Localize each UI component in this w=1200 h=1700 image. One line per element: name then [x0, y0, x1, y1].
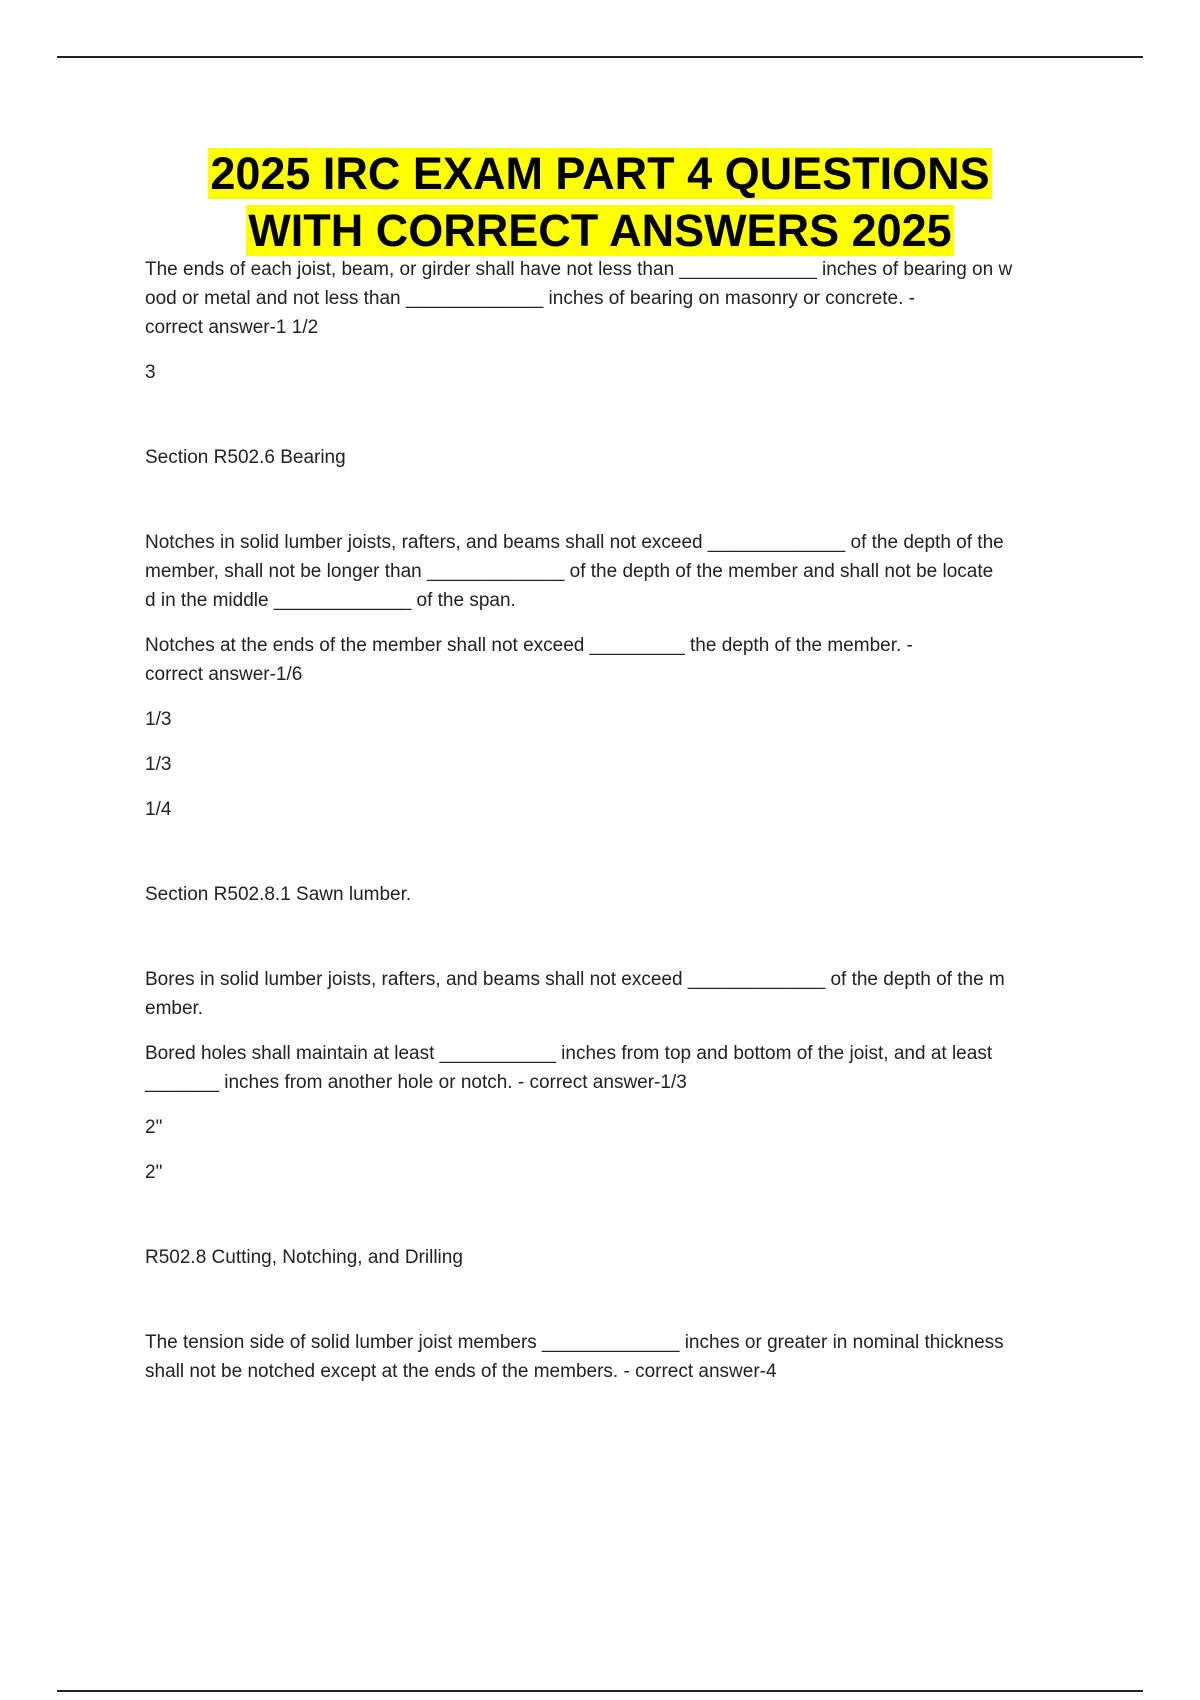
q2-line-2: member, shall not be longer than _____________ of the depth of the member and shall not be locate — [145, 561, 994, 582]
q4-line-1: The tension side of solid lumber joist members _____________ inches or greater in nominal thickness — [145, 1332, 1004, 1353]
q1-line-3: correct answer-1 1/2 — [145, 317, 319, 338]
bottom-rule — [57, 1690, 1143, 1692]
q3-section-ref: R502.8 Cutting, Notching, and Drilling — [145, 1247, 463, 1268]
q1-line-1: The ends of each joist, beam, or girder shall have not less than _____________ inches of bearing on w — [145, 259, 1013, 280]
title-line-2: WITH CORRECT ANSWERS 2025 — [248, 205, 952, 256]
q2-section-ref: Section R502.8.1 Sawn lumber. — [145, 884, 412, 905]
q1-line-2: ood or metal and not less than _____________ inches of bearing on masonry or concrete. - — [145, 288, 916, 309]
top-rule — [57, 56, 1143, 58]
q3-line-2: ember. — [145, 998, 204, 1019]
page-title — [0, 145, 1200, 259]
q1-answer-2: 3 — [145, 362, 156, 383]
q3-line-4: _______ inches from another hole or notch. - correct answer-1/3 — [145, 1072, 687, 1093]
q2-line-3: d in the middle _____________ of the span. — [145, 590, 516, 611]
q2-answer: 1/3 — [145, 754, 172, 775]
q3-answer: 2" — [145, 1117, 163, 1138]
q2-line-5: correct answer-1/6 — [145, 664, 303, 685]
q3-answer: 2" — [145, 1162, 163, 1183]
q1-section-ref: Section R502.6 Bearing — [145, 447, 346, 468]
q2-line-4: Notches at the ends of the member shall not exceed _________ the depth of the member. - — [145, 635, 913, 656]
document-body — [145, 255, 1090, 1386]
q3-line-3: Bored holes shall maintain at least ___________ inches from top and bottom of the joist, and at least — [145, 1043, 993, 1064]
q2-answer: 1/3 — [145, 709, 172, 730]
title-line-1: 2025 IRC EXAM PART 4 QUESTIONS — [210, 148, 990, 199]
q3-line-1: Bores in solid lumber joists, rafters, and beams shall not exceed _____________ of the depth of the m — [145, 969, 1005, 990]
q2-line-1: Notches in solid lumber joists, rafters, and beams shall not exceed _____________ of the depth of the — [145, 532, 1004, 553]
q2-answer: 1/4 — [145, 799, 172, 820]
q4-line-2: shall not be notched except at the ends of the members. - correct answer-4 — [145, 1361, 777, 1382]
